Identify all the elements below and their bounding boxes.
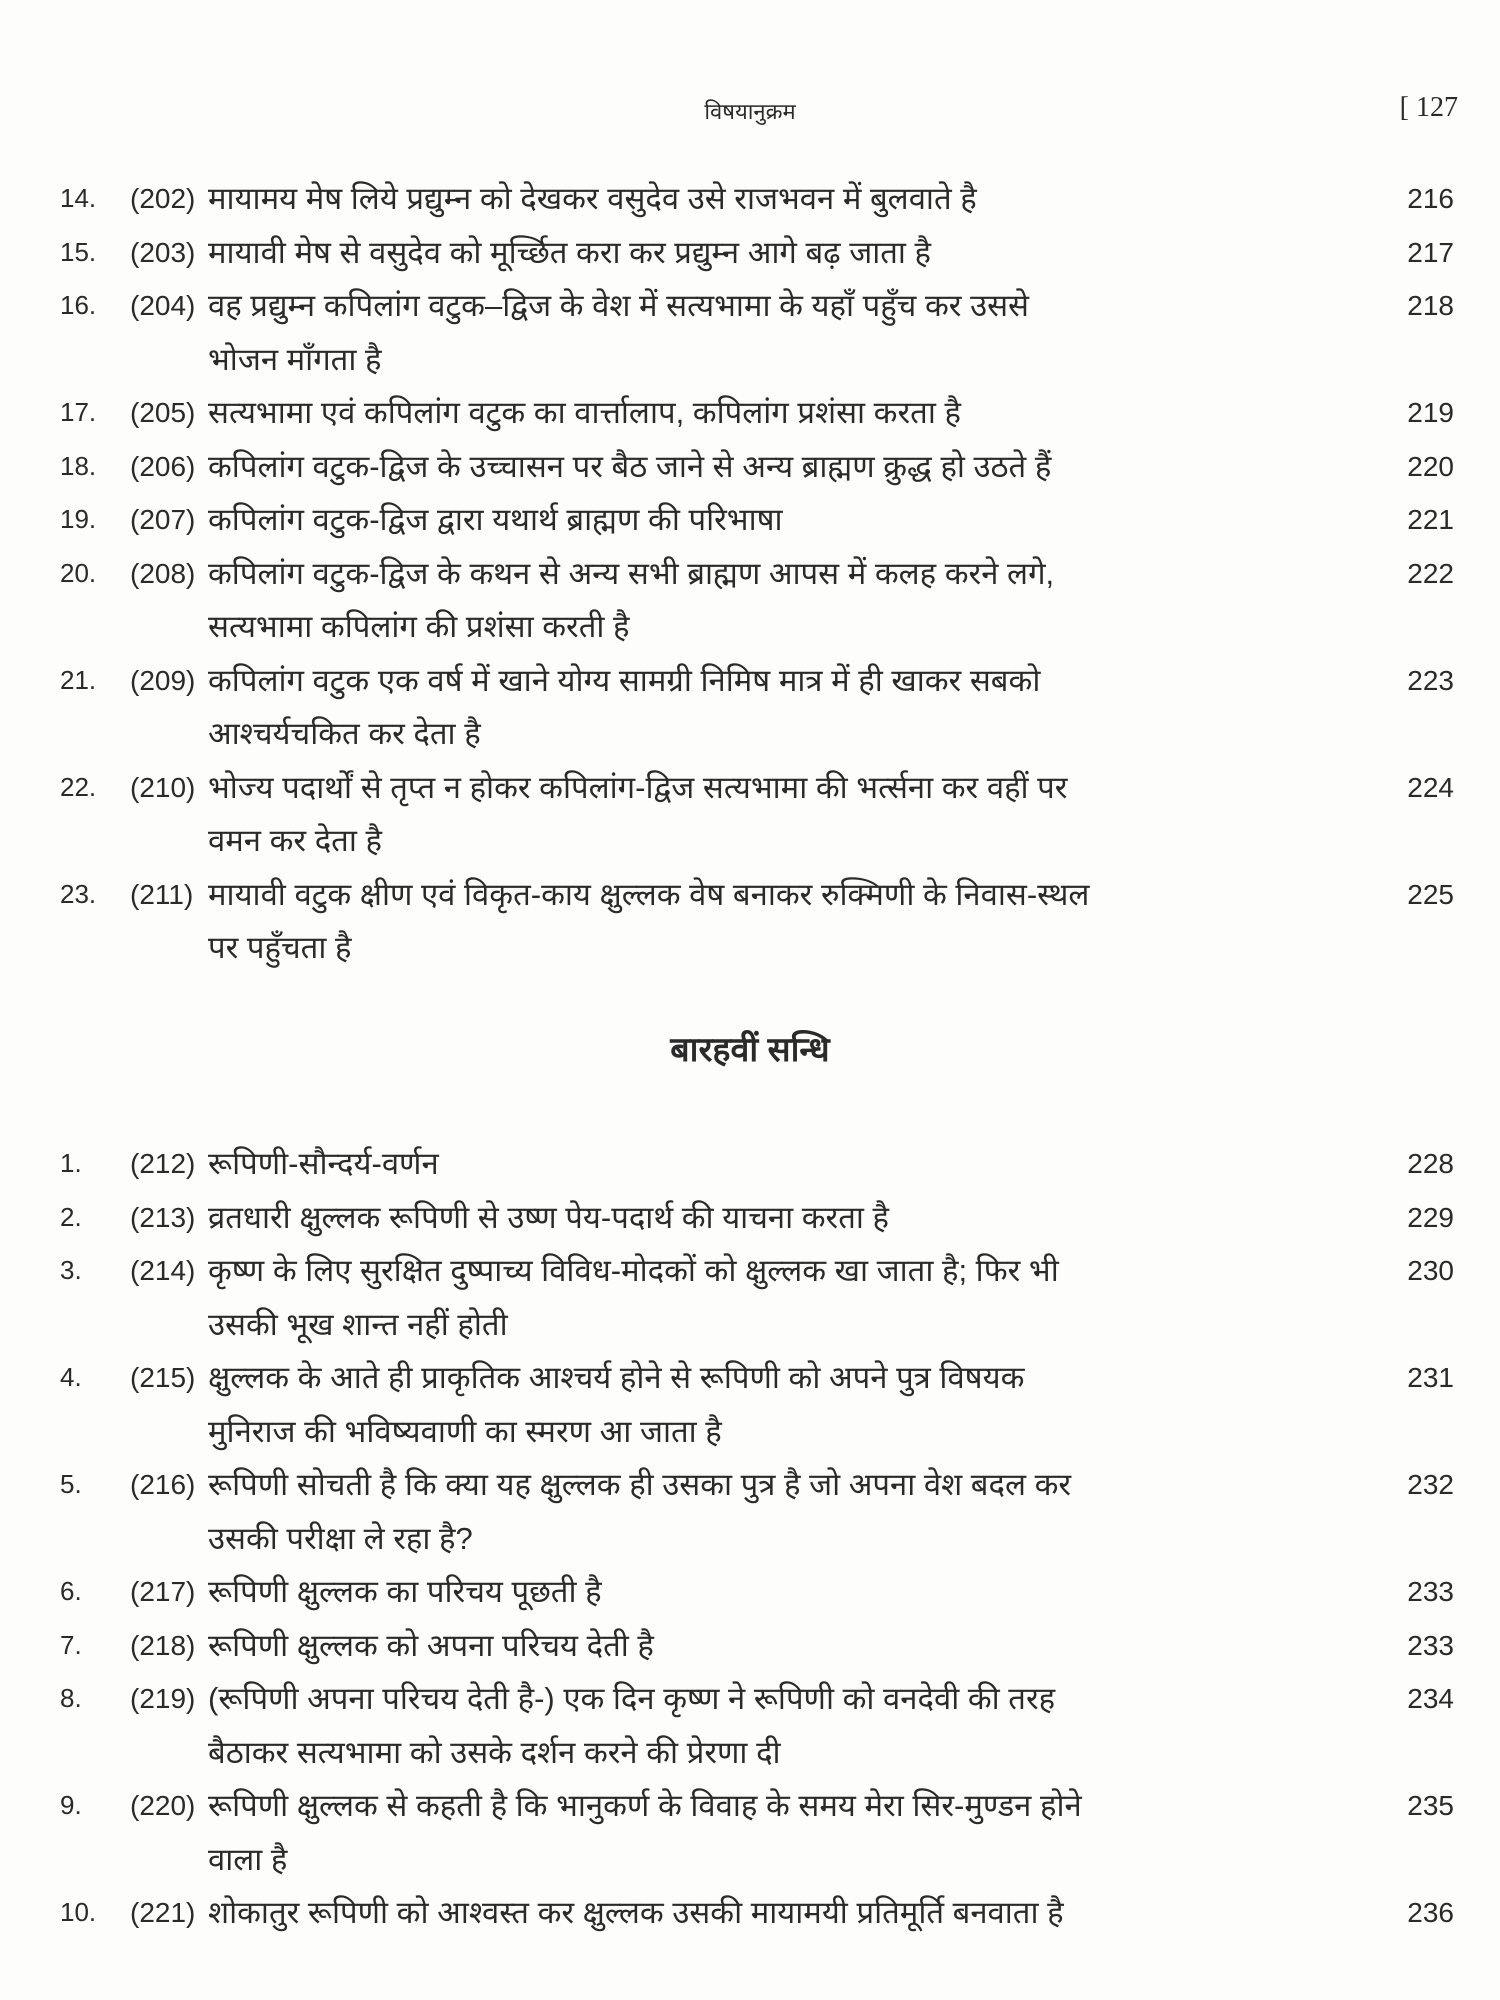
- toc-entry: [0, 868, 1500, 975]
- toc-entry: [0, 547, 1500, 654]
- toc-line: [0, 547, 1500, 601]
- entry-number: 8.: [60, 1683, 82, 1713]
- entry-text: कपिलांग वटुक-द्विज द्वारा यथार्थ ब्राह्मण की परिभाषा: [208, 502, 783, 537]
- running-title: विषयानुक्रम: [704, 99, 796, 124]
- entry-reference: (214): [130, 1255, 196, 1286]
- entry-text: व्रतधारी क्षुल्लक रूपिणी से उष्ण पेय-पदार्थ की याचना करता है: [208, 1199, 889, 1235]
- entry-text: रूपिणी सोचती है कि क्या यह क्षुल्लक ही उसका पुत्र है जो अपना वेश बदल कर: [208, 1467, 1072, 1502]
- toc-entry: [0, 654, 1500, 761]
- toc-line: [0, 868, 1500, 922]
- entry-text: मायामय मेष लिये प्रद्युम्न को देखकर वसुदेव उसे राजभवन में बुलवाते है: [208, 181, 977, 216]
- contents-section-2: [0, 1137, 1500, 1940]
- entry-text: मायावी वटुक क्षीण एवं विकृत-काय क्षुल्लक वेष बनाकर रुक्मिणी के निवास-स्थल: [208, 876, 1090, 912]
- entry-reference: (208): [130, 557, 196, 589]
- entry-reference: (216): [130, 1469, 196, 1500]
- entry-page: 232: [1407, 1469, 1454, 1500]
- entry-page: 231: [1407, 1362, 1454, 1393]
- entry-reference: (202): [130, 183, 196, 214]
- toc-entry: [0, 1619, 1500, 1673]
- entry-number: 15.: [60, 236, 97, 267]
- toc-line: [0, 226, 1500, 280]
- toc-entry: [0, 1244, 1500, 1351]
- entry-page: 235: [1407, 1790, 1454, 1821]
- entry-text: मायावी मेष से वसुदेव को मूर्च्छित करा कर प्रद्युम्न आगे बढ़ जाता है: [208, 234, 932, 270]
- toc-line: [0, 279, 1500, 333]
- entry-page: 229: [1407, 1201, 1454, 1233]
- entry-page: 218: [1407, 290, 1454, 321]
- entry-text: बैठाकर सत्यभामा को उसके दर्शन करने की प्रेरणा दी: [208, 1734, 781, 1770]
- entry-reference: (221): [130, 1897, 196, 1928]
- entry-page: 230: [1407, 1255, 1454, 1286]
- entry-text: सत्यभामा कपिलांग की प्रशंसा करती है: [208, 609, 630, 644]
- toc-line: [0, 1244, 1500, 1298]
- entry-reference: (210): [130, 771, 196, 803]
- entry-text: वह प्रद्युम्न कपिलांग वटुक–द्विज के वेश में सत्यभामा के यहाँ पहुँच कर उससे: [208, 288, 1029, 323]
- toc-line: [0, 1137, 1500, 1191]
- entry-text: कपिलांग वटुक-द्विज के कथन से अन्य सभी ब्राह्मण आपस में कलह करने लगे,: [208, 555, 1055, 591]
- toc-line: [0, 1351, 1500, 1405]
- entry-text: मुनिराज की भविष्यवाणी का स्मरण आ जाता है: [208, 1413, 722, 1449]
- entry-number: 1.: [60, 1148, 82, 1178]
- entry-page: 223: [1407, 664, 1454, 696]
- entry-page: 217: [1407, 236, 1454, 268]
- entry-page: 236: [1407, 1897, 1454, 1928]
- toc-line: [0, 333, 1500, 387]
- toc-line: [0, 386, 1500, 440]
- toc-entry: [0, 1458, 1500, 1565]
- entry-text: कपिलांग वटुक एक वर्ष में खाने योग्य सामग्री निमिष मात्र में ही खाकर सबको: [208, 662, 1041, 698]
- toc-entry: [0, 172, 1500, 226]
- toc-line: [0, 1726, 1500, 1780]
- toc-entry: [0, 1886, 1500, 1940]
- entry-text: रूपिणी-सौन्दर्य-वर्णन: [208, 1146, 439, 1181]
- entry-reference: (217): [130, 1576, 196, 1607]
- entry-number: 21.: [60, 664, 97, 695]
- entry-text: (रूपिणी अपना परिचय देती है-) एक दिन कृष्ण ने रूपिणी को वनदेवी की तरह: [208, 1681, 1056, 1716]
- entry-reference: (209): [130, 664, 196, 696]
- toc-line: [0, 814, 1500, 868]
- entry-text: रूपिणी क्षुल्लक का परिचय पूछती है: [208, 1574, 602, 1609]
- toc-line: [0, 1512, 1500, 1566]
- entry-text: आश्चर्यचकित कर देता है: [208, 716, 481, 751]
- entry-page: 222: [1407, 557, 1454, 589]
- entry-text: कपिलांग वटुक-द्विज के उच्चासन पर बैठ जाने से अन्य ब्राह्मण क्रुद्ध हो उठते हैं: [208, 448, 1052, 484]
- toc-entry: [0, 226, 1500, 280]
- entry-text: रूपिणी क्षुल्लक को अपना परिचय देती है: [208, 1627, 654, 1663]
- entry-number: 9.: [60, 1790, 82, 1820]
- toc-line: [0, 761, 1500, 815]
- entry-text: पर पहुँचता है: [208, 930, 352, 965]
- toc-line: [0, 1298, 1500, 1352]
- entry-page: 224: [1407, 771, 1454, 803]
- toc-line: [0, 707, 1500, 761]
- entry-number: 4.: [60, 1362, 82, 1392]
- entry-number: 10.: [60, 1897, 97, 1927]
- toc-line: [0, 1565, 1500, 1619]
- entry-number: 7.: [60, 1629, 82, 1660]
- entry-text: भोजन माँगता है: [208, 341, 382, 377]
- entry-number: 6.: [60, 1576, 82, 1606]
- contents-section-1: [0, 172, 1500, 975]
- toc-line: [0, 1458, 1500, 1512]
- toc-entry: [0, 440, 1500, 494]
- entry-page: 228: [1407, 1148, 1454, 1179]
- entry-text: उसकी भूख शान्त नहीं होती: [208, 1306, 508, 1342]
- toc-entry: [0, 1191, 1500, 1245]
- toc-entry: [0, 386, 1500, 440]
- entry-reference: (212): [130, 1148, 196, 1179]
- entry-text: क्षुल्लक के आते ही प्राकृतिक आश्चर्य होने से रूपिणी को अपने पुत्र विषयक: [208, 1360, 1025, 1395]
- entry-text: वाला है: [208, 1841, 288, 1877]
- toc-line: [0, 1779, 1500, 1833]
- entry-number: 17.: [60, 397, 97, 427]
- entry-number: 3.: [60, 1255, 82, 1285]
- toc-line: [0, 172, 1500, 226]
- entry-number: 16.: [60, 290, 97, 320]
- toc-line: [0, 1619, 1500, 1673]
- toc-entry: [0, 1672, 1500, 1779]
- entry-number: 23.: [60, 878, 97, 909]
- entry-reference: (219): [130, 1683, 196, 1714]
- entry-number: 19.: [60, 504, 97, 534]
- entry-text: भोज्य पदार्थों से तृप्त न होकर कपिलांग-द्विज सत्यभामा की भर्त्सना कर वहीं पर: [208, 769, 1068, 805]
- toc-line: [0, 654, 1500, 708]
- entry-page: 225: [1407, 878, 1454, 910]
- entry-reference: (206): [130, 450, 196, 482]
- entry-text: कृष्ण के लिए सुरक्षित दुष्पाच्य विविध-मोदकों को क्षुल्लक खा जाता है; फिर भी: [208, 1253, 1059, 1288]
- toc-entry: [0, 1351, 1500, 1458]
- toc-line: [0, 1405, 1500, 1459]
- entry-reference: (205): [130, 397, 196, 428]
- entry-text: सत्यभामा एवं कपिलांग वटुक का वार्त्तालाप, कपिलांग प्रशंसा करता है: [208, 395, 961, 430]
- entry-reference: (211): [130, 878, 194, 910]
- toc-entry: [0, 1565, 1500, 1619]
- toc-line: [0, 1672, 1500, 1726]
- entry-reference: (218): [130, 1629, 196, 1661]
- entry-text: उसकी परीक्षा ले रहा है?: [208, 1520, 473, 1556]
- toc-line: [0, 493, 1500, 547]
- entry-page: 220: [1407, 450, 1454, 482]
- entry-number: 14.: [60, 183, 97, 213]
- entry-text: वमन कर देता है: [208, 823, 382, 858]
- entry-number: 18.: [60, 450, 97, 481]
- toc-line: [0, 921, 1500, 975]
- toc-line: [0, 440, 1500, 494]
- entry-reference: (213): [130, 1201, 196, 1233]
- toc-entry: [0, 1779, 1500, 1886]
- entry-page: 233: [1407, 1576, 1454, 1607]
- toc-entry: [0, 1137, 1500, 1191]
- entry-number: 20.: [60, 557, 97, 588]
- entry-page: 219: [1407, 397, 1454, 428]
- entry-number: 5.: [60, 1469, 82, 1499]
- toc-line: [0, 1833, 1500, 1887]
- entry-page: 234: [1407, 1683, 1454, 1714]
- toc-entry: [0, 761, 1500, 868]
- toc-entry: [0, 279, 1500, 386]
- entry-text: रूपिणी क्षुल्लक से कहती है कि भानुकर्ण के विवाह के समय मेरा सिर-मुण्डन होने: [208, 1788, 1082, 1823]
- entry-reference: (207): [130, 504, 196, 535]
- entry-page: 233: [1407, 1629, 1454, 1661]
- entry-reference: (220): [130, 1790, 196, 1821]
- toc-line: [0, 1886, 1500, 1940]
- toc-entry: [0, 493, 1500, 547]
- entry-text: शोकातुर रूपिणी को आश्वस्त कर क्षुल्लक उसकी मायामयी प्रतिमूर्ति बनवाता है: [208, 1895, 1064, 1930]
- toc-line: [0, 600, 1500, 654]
- entry-reference: (215): [130, 1362, 196, 1393]
- entry-number: 2.: [60, 1201, 82, 1232]
- page-number: [ 127: [1399, 92, 1458, 123]
- section-heading: बारहवीं सन्धि: [670, 1031, 830, 1069]
- entry-reference: (204): [130, 290, 196, 321]
- entry-number: 22.: [60, 771, 97, 802]
- toc-line: [0, 1191, 1500, 1245]
- entry-reference: (203): [130, 236, 196, 268]
- entry-page: 221: [1407, 504, 1454, 535]
- entry-page: 216: [1407, 183, 1454, 214]
